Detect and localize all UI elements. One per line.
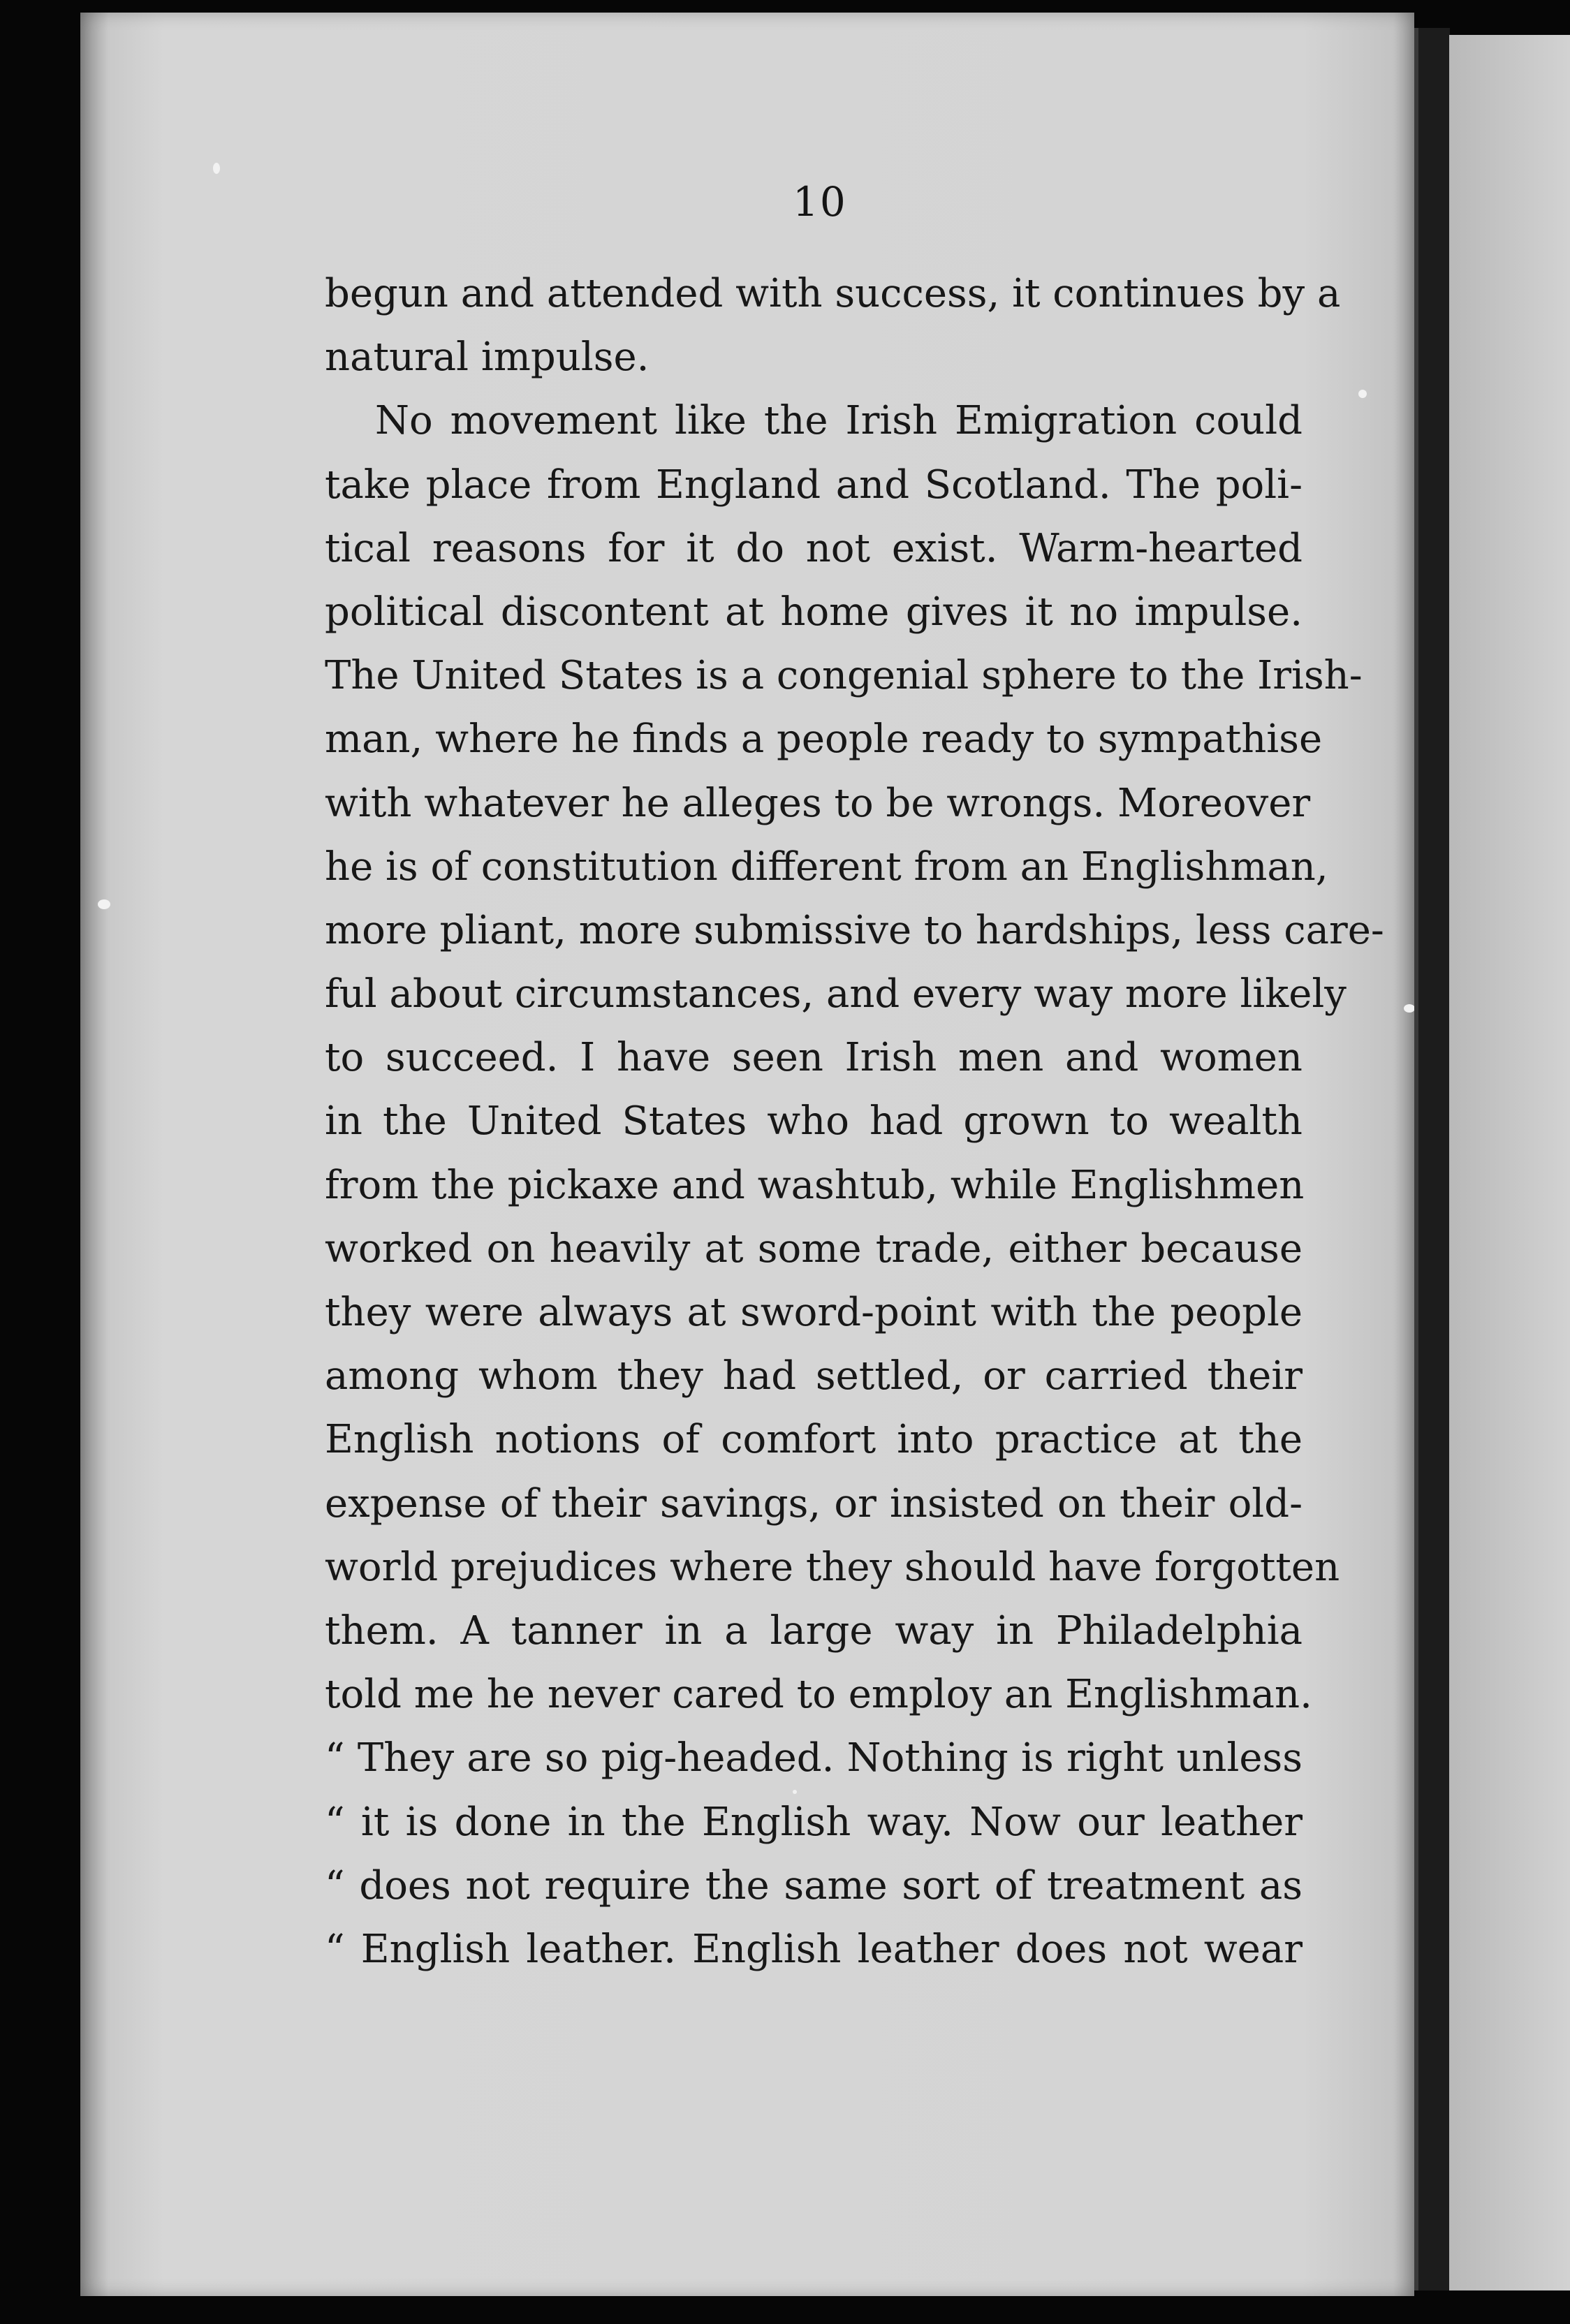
text-line: with whatever he alleges to be wrongs. Moreover — [325, 780, 1311, 826]
text-line: “ does not require the same sort of treatment as — [325, 1862, 1303, 1909]
text-line: them. A tanner in a large way in Philadelphia — [325, 1608, 1303, 1654]
text-line: begun and attended with success, it continues by a — [325, 271, 1341, 316]
page-number: 10 — [793, 178, 847, 226]
text-line: he is of constitution different from an Englishman, — [325, 844, 1328, 890]
text-line: tical reasons for it do not exist. Warm-hearted — [325, 525, 1303, 571]
text-line: expense of their savings, or insisted on their old- — [325, 1480, 1303, 1527]
text-line: ful about circumstances, and every way more likely — [325, 971, 1347, 1017]
text-line: “ it is done in the English way. Now our leather — [325, 1799, 1303, 1845]
text-line: man, where he finds a people ready to sympathise — [325, 716, 1323, 763]
text-line: to succeed. I have seen Irish men and women — [325, 1035, 1303, 1081]
binding-edge — [1414, 28, 1450, 2290]
text-line: “ They are so pig-headed. Nothing is right unless — [325, 1735, 1303, 1781]
text-line: English notions of comfort into practice at the — [325, 1417, 1303, 1463]
text-line: in the United States who had grown to wealth — [325, 1098, 1303, 1145]
text-line: they were always at sword-point with the people — [325, 1290, 1303, 1335]
text-line: take place from England and Scotland. The poli- — [325, 462, 1303, 508]
text-line: world prejudices where they should have forgotten — [325, 1544, 1340, 1590]
text-line: more pliant, more submissive to hardships, less care- — [325, 907, 1384, 953]
text-line: worked on heavily at some trade, either because — [325, 1226, 1303, 1272]
text-line: “ English leather. English leather does not wear — [325, 1926, 1303, 1972]
text-line: political discontent at home gives it no impulse. — [325, 589, 1303, 635]
text-line: told me he never cared to employ an Englishman. — [325, 1672, 1312, 1718]
text-line: The United States is a congenial sphere to the Irish- — [325, 653, 1363, 699]
text-line: natural impulse. — [325, 334, 650, 381]
body-text — [325, 262, 1384, 1981]
text-line: from the pickaxe and washtub, while Englishmen — [325, 1162, 1305, 1208]
text-line: No movement like the Irish Emigration could — [375, 398, 1303, 444]
adjacent-page-edge — [1449, 35, 1570, 2290]
text-line: among whom they had settled, or carried their — [325, 1353, 1303, 1399]
